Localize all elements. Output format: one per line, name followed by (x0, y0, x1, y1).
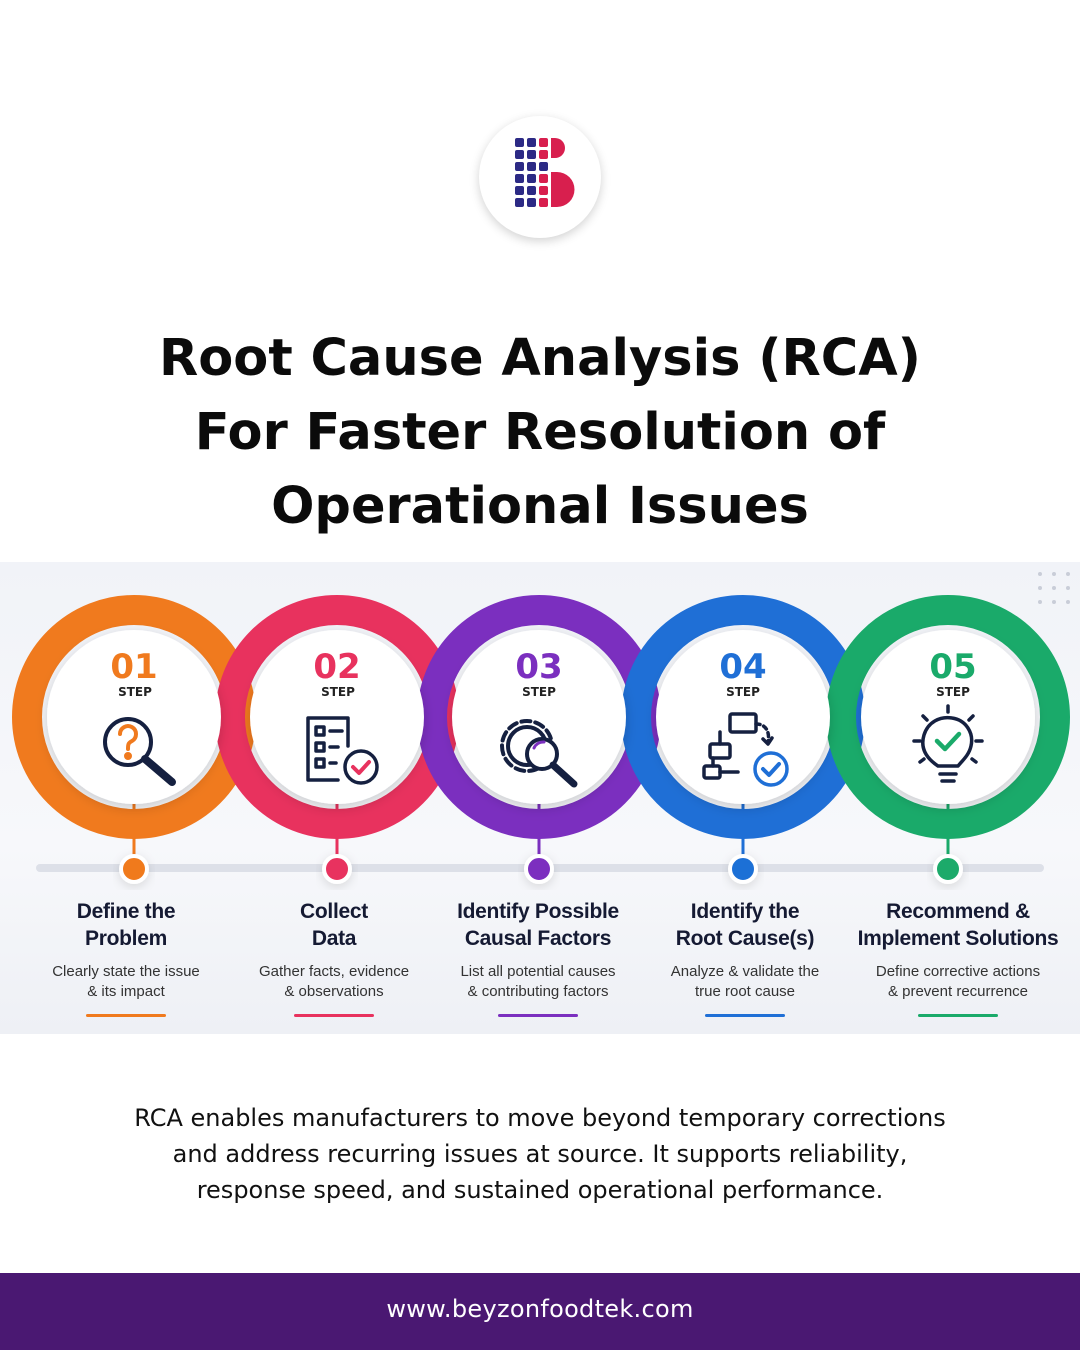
step-2-title-line-1: Collect (300, 900, 368, 923)
step-2-underline (294, 1014, 374, 1017)
beyzon-b-logo-icon (479, 116, 601, 238)
step-1-underline (86, 1014, 166, 1017)
page-title (0, 322, 1080, 544)
step-1-title-line-2: Problem (85, 927, 167, 950)
title-line-2: For Faster Resolution of (194, 403, 886, 462)
step-number-5: 05 (929, 647, 977, 687)
title-line-1: Root Cause Analysis (RCA) (159, 329, 921, 388)
step-4-underline (705, 1014, 785, 1017)
step-5-description (853, 962, 1063, 1002)
step-5-desc-line-2: & prevent recurrence (887, 983, 1029, 1000)
step-4-title (640, 898, 850, 952)
step-5-label (853, 898, 1063, 1017)
timeline-dot-2 (324, 856, 350, 882)
step-4-desc-line-1: Analyze & validate the (670, 963, 820, 980)
brand-logo (479, 116, 601, 238)
step-5-desc-line-1: Define corrective actions (875, 963, 1041, 980)
timeline-dot-4 (730, 856, 756, 882)
step-1-desc-line-2: & its impact (87, 983, 165, 1000)
summary-line-2: and address recurring issues at source. It supports reliability, (172, 1140, 908, 1168)
step-word-4: STEP (726, 685, 760, 699)
step-2-description (229, 962, 439, 1002)
step-3-title (433, 898, 643, 952)
step-1-title (21, 898, 231, 952)
title-line-3: Operational Issues (271, 477, 809, 536)
timeline-dot-5 (935, 856, 961, 882)
step-number-1: 01 (110, 647, 158, 687)
step-1-desc-line-1: Clearly state the issue (52, 963, 200, 980)
step-word-3: STEP (522, 685, 556, 699)
step-4-desc-line-2: true root cause (694, 983, 796, 1000)
summary-line-1: RCA enables manufacturers to move beyond temporary corrections (134, 1104, 946, 1132)
step-3-label (433, 898, 643, 1017)
step-2-desc-line-1: Gather facts, evidence (258, 963, 410, 980)
step-word-1: STEP (118, 685, 152, 699)
timeline-dot-3 (526, 856, 552, 882)
step-3-description (433, 962, 643, 1002)
summary-paragraph (0, 1100, 1080, 1208)
step-word-5: STEP (936, 685, 970, 699)
step-4-title-line-2: Root Cause(s) (675, 927, 815, 950)
steps-infographic (0, 562, 1080, 1034)
summary-line-3: response speed, and sustained operational performance. (196, 1176, 884, 1204)
step-5-underline (918, 1014, 998, 1017)
footer-bar (0, 1273, 1080, 1350)
step-number-3: 03 (515, 647, 563, 687)
step-number-2: 02 (313, 647, 361, 687)
step-5-title-line-1: Recommend & (886, 900, 1030, 923)
decorative-dots (1038, 572, 1070, 604)
step-5-title-line-2: Implement Solutions (857, 927, 1059, 950)
step-1-title-line-1: Define the (76, 900, 176, 923)
step-2-label (229, 898, 439, 1017)
step-3-underline (498, 1014, 578, 1017)
step-2-title-line-2: Data (311, 927, 357, 950)
step-2-desc-line-2: & observations (284, 983, 384, 1000)
step-4-description (640, 962, 850, 1002)
step-2-title (229, 898, 439, 952)
step-number-4: 04 (719, 647, 767, 687)
step-1-label (21, 898, 231, 1017)
step-3-desc-line-2: & contributing factors (467, 983, 609, 1000)
step-4-title-line-1: Identify the (690, 900, 800, 923)
step-5-title (853, 898, 1063, 952)
website-link[interactable]: www.beyzonfoodtek.com (386, 1295, 694, 1323)
step-4-label (640, 898, 850, 1017)
step-1-description (21, 962, 231, 1002)
step-3-title-line-2: Causal Factors (464, 927, 612, 950)
timeline-dot-1 (121, 856, 147, 882)
step-3-desc-line-1: List all potential causes (460, 963, 616, 980)
step-3-title-line-1: Identify Possible (457, 900, 619, 923)
step-word-2: STEP (321, 685, 355, 699)
